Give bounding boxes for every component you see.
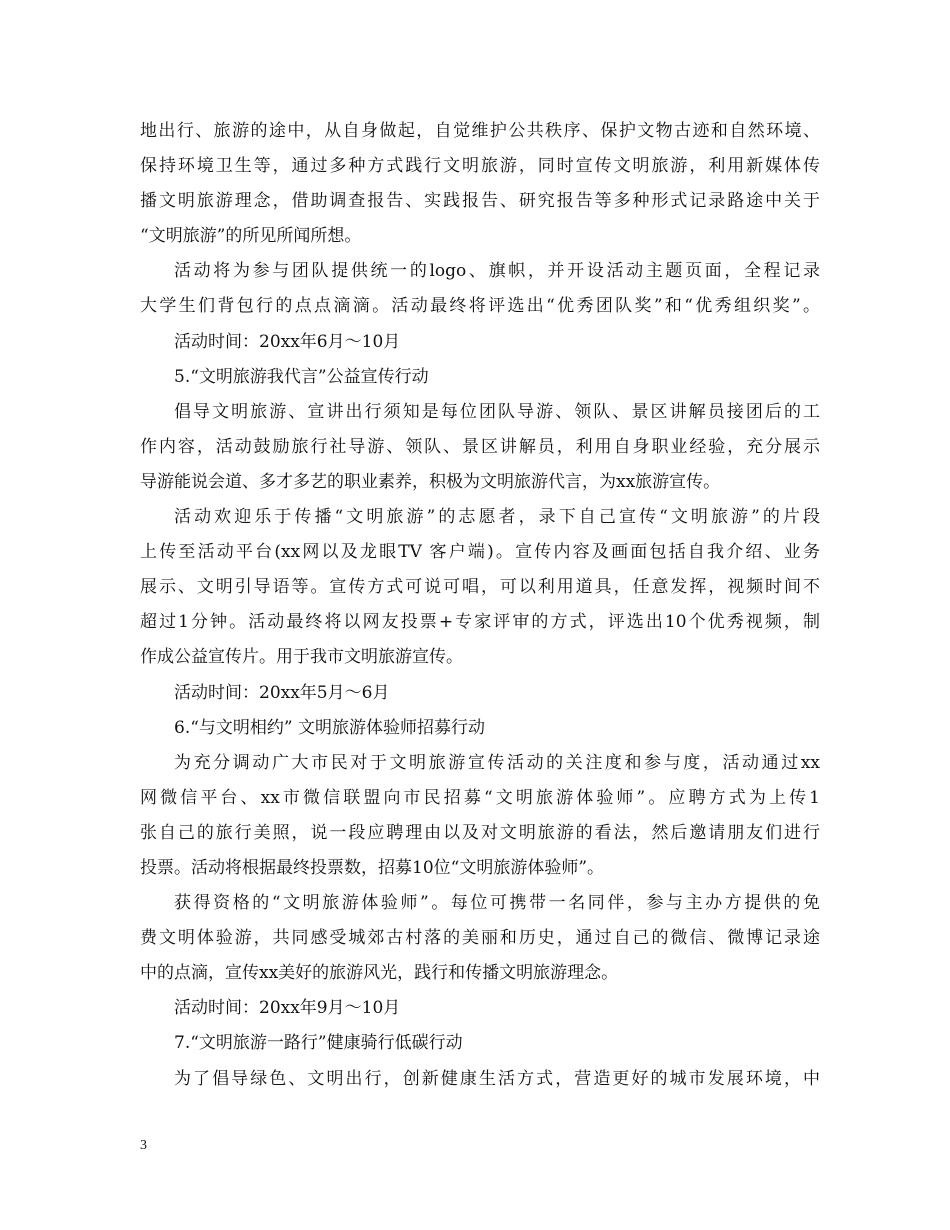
text-line: 获得资格的“文明旅游体验师”。每位可携带一名同伴，参与主办方提供的免 [174,893,820,914]
text-line: 展示、文明引导语等。宣传方式可说可唱，可以利用道具，任意发挥，视频时间不 [140,577,820,598]
activity-time: 活动时间：20xx年6月～10月 [174,331,401,352]
text-line: 大学生们背包行的点点滴滴。活动最终将评选出“优秀团队奖”和“优秀组织奖”。 [140,296,820,317]
section-heading: 7.“文明旅游一路行”健康骑行低碳行动 [174,1033,463,1054]
text-line: 张自己的旅行美照，说一段应聘理由以及对文明旅游的看法，然后邀请朋友们进行 [140,822,820,843]
text-line: 地出行、旅游的途中，从自身做起，自觉维护公共秩序、保护文物古迹和自然环境、 [140,121,820,141]
activity-time: 活动时间：20xx年5月～6月 [174,682,390,703]
text-line: 投票。活动将根据最终投票数，招募10位“文明旅游体验师”。 [140,857,605,878]
text-line: 保持环境卫生等，通过多种方式践行文明旅游，同时宣传文明旅游，利用新媒体传 [140,156,820,177]
text-line: 播文明旅游理念，借助调查报告、实践报告、研究报告等多种形式记录路途中关于 [140,191,820,212]
text-line: 作成公益宣传片。用于我市文明旅游宣传。 [140,647,463,668]
activity-time: 活动时间：20xx年9月～10月 [174,998,401,1019]
text-line: 费文明体验游，共同感受城郊古村落的美丽和历史，通过自己的微信、微博记录途 [140,928,820,949]
page-number: 3 [140,1138,147,1153]
text-line: 作内容，活动鼓励旅行社导游、领队、景区讲解员，利用自身职业经验，充分展示 [140,436,820,457]
text-line: 上传至活动平台(xx网以及龙眼TV 客户端)。宣传内容及画面包括自我介绍、业务 [140,542,820,563]
text-line: “文明旅游”的所见所闻所想。 [140,226,362,247]
section-heading: 5.“文明旅游我代言”公益宣传行动 [174,366,429,387]
text-line: 导游能说会道、多才多艺的职业素养，积极为文明旅游代言，为xx旅游宣传。 [140,471,721,492]
section-heading: 6.“与文明相约” 文明旅游体验师招募行动 [174,717,486,738]
text-line: 活动欢迎乐于传播“文明旅游”的志愿者，录下自己宣传“文明旅游”的片段 [174,507,820,528]
text-line: 网微信平台、xx市微信联盟向市民招募“文明旅游体验师”。应聘方式为上传1 [140,787,820,808]
document-body [140,114,820,1097]
text-line: 超过1分钟。活动最终将以网友投票+专家评审的方式，评选出10个优秀视频，制 [140,612,820,633]
text-line: 为了倡导绿色、文明出行，创新健康生活方式，营造更好的城市发展环境，中 [174,1068,820,1089]
text-line: 中的点滴，宣传xx美好的旅游风光，践行和传播文明旅游理念。 [140,963,619,984]
text-line: 倡导文明旅游、宣讲出行须知是每位团队导游、领队、景区讲解员接团后的工 [174,401,820,422]
text-line: 活动将为参与团队提供统一的logo、旗帜，并开设活动主题页面，全程记录 [174,261,820,282]
text-line: 为充分调动广大市民对于文明旅游宣传活动的关注度和参与度，活动通过xx [174,752,820,773]
